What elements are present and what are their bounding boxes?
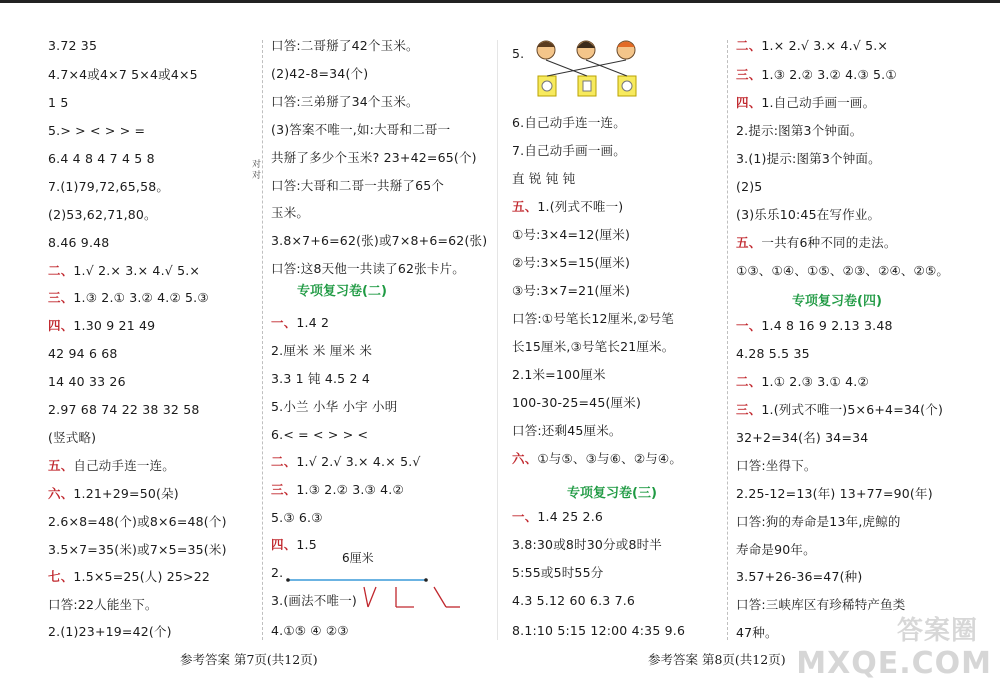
col2-answer-line: 5.③ 6.③ [271, 510, 323, 525]
col1-answer-line: 2.97 68 74 22 38 32 58 [48, 402, 200, 417]
footer-right: 参考答案 第8页(共12页) [648, 652, 786, 667]
col4-answer-line: 五、一共有6种不同的走法。 [736, 235, 897, 250]
col3-answer-line: 五、1.(列式不唯一) [512, 199, 624, 214]
col4-answer-line: 口答:狗的寿命是13年,虎鲸的 [736, 514, 901, 529]
col4-answer-line: 2.提示:图第3个钟面。 [736, 123, 863, 138]
col4-answer-line: 二、1.× 2.√ 3.× 4.√ 5.× [736, 38, 889, 53]
col4-answer-line: ①③、①④、①⑤、②③、②④、②⑤。 [736, 263, 950, 278]
col1-answer-line: 三、1.③ 2.① 3.② 4.② 5.③ [48, 290, 209, 305]
col3-answer-line: ③号:3×7=21(厘米) [512, 283, 631, 298]
col1-answer-line: 14 40 33 26 [48, 374, 126, 389]
col2-answer-line: 3.3 1 钝 4.5 2 4 [271, 371, 370, 386]
col4-answer-line: 口答:三峡库区有珍稀特产鱼类 [736, 597, 906, 612]
col2-answer-line: 四、1.5 [271, 537, 317, 552]
col3-answer-line: ①号:3×4=12(厘米) [512, 227, 631, 242]
col1-answer-line: 5.> > < > > = [48, 123, 146, 138]
col3-answer-line: 100-30-25=45(厘米) [512, 395, 642, 410]
col2-answer-line: 口答:二哥掰了42个玉米。 [271, 38, 419, 53]
col4-answer-line: 二、1.① 2.③ 3.① 4.② [736, 374, 869, 389]
col1-answer-line: 42 94 6 68 [48, 346, 118, 361]
col1-answer-line: 3.72 35 [48, 38, 98, 53]
col4-answer-line: 一、1.4 8 16 9 2.13 3.48 [736, 318, 893, 333]
col4-answer-line: 3.57+26-36=47(种) [736, 569, 863, 584]
col2-answer-line: (3)答案不唯一,如:大哥和二哥一 [271, 122, 451, 137]
col1-answer-line: 四、1.30 9 21 49 [48, 318, 156, 333]
col3-answer-line: 口答:还剩45厘米。 [512, 423, 622, 438]
col1-answer-line: 六、1.21+29=50(朵) [48, 486, 179, 501]
col1-answer-line: 1 5 [48, 95, 69, 110]
col1-answer-line: 2.6×8=48(个)或8×6=48(个) [48, 514, 227, 529]
col4-answer-line: (3)乐乐10:45在写作业。 [736, 207, 881, 222]
col1-answer-line: (2)53,62,71,80。 [48, 207, 157, 222]
col3-answer-line: 5:55或5时55分 [512, 565, 604, 580]
col4-answer-line: 3.(1)提示:图第3个钟面。 [736, 151, 881, 166]
top-border [0, 0, 1000, 3]
col3-answer-line: 2.1米=100厘米 [512, 367, 606, 382]
col2-answer-line: 口答:这8天他一共读了62张卡片。 [271, 261, 465, 276]
col3-answer-line: ②号:3×5=15(厘米) [512, 255, 631, 270]
col2-answer-line: 玉米。 [271, 205, 310, 220]
col2-answer-line: 3.(画法不唯一) [271, 593, 357, 608]
side-note: 对对 [252, 160, 262, 181]
matching-figure [532, 38, 644, 100]
col4-answer-line: 2.25-12=13(年) 13+77=90(年) [736, 486, 933, 501]
col1-answer-line: 五、自己动手连一连。 [48, 458, 176, 473]
column-divider-1 [262, 40, 263, 640]
col2-answer-line: 口答:大哥和二哥一共掰了65个 [271, 178, 445, 193]
col1-answer-line: 3.5×7=35(米)或7×5=35(米) [48, 542, 227, 557]
col1-answer-line: 6.4 4 8 4 7 4 5 8 [48, 151, 155, 166]
section-title-review-2: 专项复习卷(二) [297, 284, 387, 299]
col4-answer-line: 三、1.③ 2.② 3.② 4.③ 5.① [736, 67, 897, 82]
page-gutter [497, 40, 498, 640]
col3-answer-line: 口答:①号笔长12厘米,②号笔 [512, 311, 675, 326]
col4-answer-line: 32+2=34(名) 34=34 [736, 430, 869, 445]
section-title-review-3: 专项复习卷(三) [567, 486, 657, 501]
col2-answer-line: 二、1.√ 2.√ 3.× 4.× 5.√ [271, 454, 421, 469]
col3-answer-line: 六、①与⑤、③与⑥、②与④。 [512, 451, 683, 466]
col2-answer-line: (2)42-8=34(个) [271, 66, 369, 81]
col3-answer-line: 一、1.4 25 2.6 [512, 509, 604, 524]
col2-answer-line: 4.①⑤ ④ ②③ [271, 623, 349, 638]
col3-answer-line: 长15厘米,③号笔长21厘米。 [512, 339, 675, 354]
col2-answer-line: 5.小兰 小华 小宇 小明 [271, 399, 398, 414]
col1-answer-line: 4.7×4或4×7 5×4或4×5 [48, 67, 198, 82]
col4-answer-line: 三、1.(列式不唯一)5×6+4=34(个) [736, 402, 944, 417]
col3-answer-line: 3.8:30或8时30分或8时半 [512, 537, 663, 552]
col1-answer-line: 口答:22人能坐下。 [48, 597, 158, 612]
col3-answer-line: 8.1:10 5:15 12:00 4:35 9.6 [512, 623, 686, 638]
col1-answer-line: 七、1.5×5=25(人) 25>22 [48, 569, 211, 584]
col1-answer-line: (竖式略) [48, 430, 97, 445]
col2-answer-line: 6.< = < > > < [271, 427, 369, 442]
col1-answer-line: 8.46 9.48 [48, 235, 110, 250]
column-divider-2 [727, 40, 728, 640]
ruler-label: 6厘米 [342, 551, 374, 565]
col2-answer-line: 口答:三弟掰了34个玉米。 [271, 94, 419, 109]
col2-answer-line: 一、1.4 2 [271, 315, 330, 330]
col2-answer-line: 三、1.③ 2.② 3.③ 4.② [271, 482, 404, 497]
col2-answer-line: 2.厘米 米 厘米 米 [271, 343, 373, 358]
col1-answer-line: 2.(1)23+19=42(个) [48, 624, 172, 639]
col3-answer-line: 直 锐 钝 钝 [512, 171, 576, 186]
footer-left: 参考答案 第7页(共12页) [180, 652, 318, 667]
col2-answer-line: 3.8×7+6=62(张)或7×8+6=62(张) [271, 233, 488, 248]
col3-answer-line: 5. [512, 46, 525, 61]
col4-answer-line: 4.28 5.5 35 [736, 346, 810, 361]
col3-answer-line: 7.自己动手画一画。 [512, 143, 626, 158]
col2-answer-line: 共掰了多少个玉米? 23+42=65(个) [271, 150, 477, 165]
col4-answer-line: (2)5 [736, 179, 763, 194]
col3-answer-line: 4.3 5.12 60 6.3 7.6 [512, 593, 636, 608]
col4-answer-line: 四、1.自己动手画一画。 [736, 95, 876, 110]
section-title-review-4: 专项复习卷(四) [792, 294, 882, 309]
watermark-logo: 答案圈 [896, 616, 978, 646]
col4-answer-line: 47种。 [736, 625, 778, 640]
col2-answer-line: 2. [271, 565, 284, 580]
col1-answer-line: 二、1.√ 2.× 3.× 4.√ 5.× [48, 263, 201, 278]
col3-answer-line: 6.自己动手连一连。 [512, 115, 626, 130]
col4-answer-line: 口答:坐得下。 [736, 458, 817, 473]
watermark-url: MXQE.COM [796, 646, 992, 681]
col1-answer-line: 7.(1)79,72,65,58。 [48, 179, 170, 194]
angle-drawings [362, 583, 462, 613]
col4-answer-line: 寿命是90年。 [736, 542, 816, 557]
